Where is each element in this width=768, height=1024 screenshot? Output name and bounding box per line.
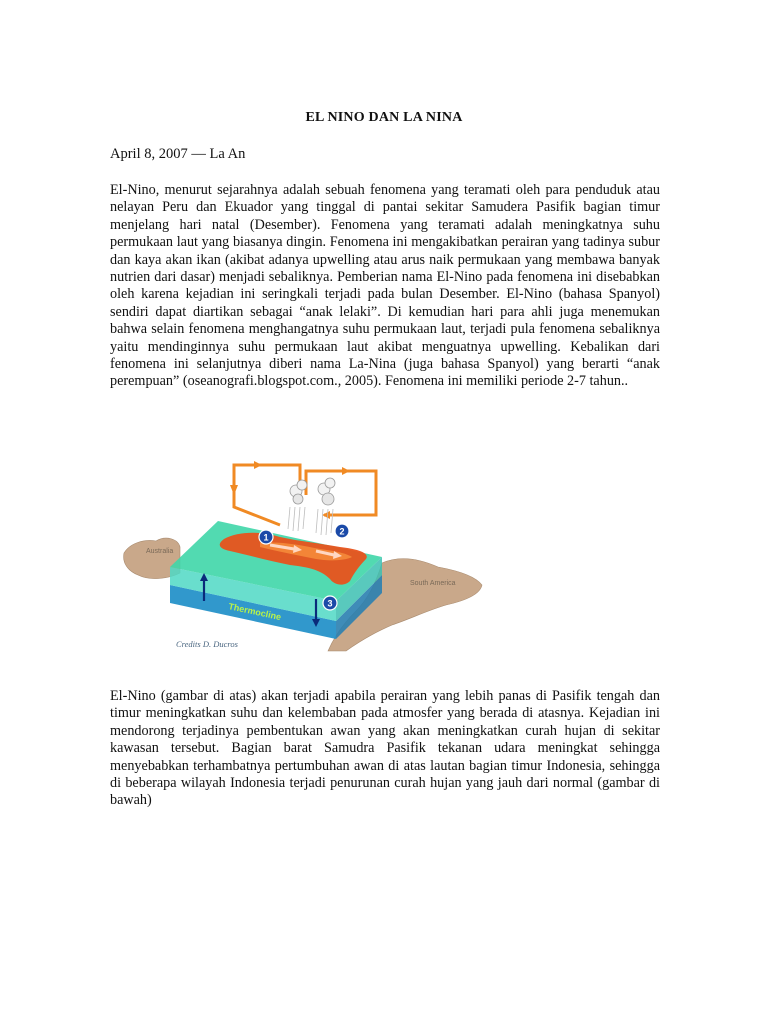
paragraph-el-nino-effects: El-Nino (gambar di atas) akan terjadi apabila perairan yang lebih panas di Pasifik tengah dan timur meningkatkan suhu dan kelembaban pada atmosfer yang berada di atasnya. Kejadian ini mendorong terjadinya pembentukan awan yang akan meningkatkan curah hujan di sekitar kawasan tersebut. Bagian barat Samudra Pasifik tekanan udara meningkat sehingga menyebabkan terhambatnya pertumbuhan awan di atas lautan bagian timur Indonesia, sehingga di beberapa wilayah Indonesia terjadi penurunan curah hujan yang jauh dari normal (gambar di bawah): [110, 688, 660, 809]
paragraph-intro: El-Nino, menurut sejarahnya adalah sebuah fenomena yang teramati oleh para penduduk atau nelayan Peru dan Ekuador yang tinggal di pantai sekitar Samudera Pasifik bagian timur menjelang hari natal (Desember). Fenomena yang teramati adalah meningkatnya suhu permukaan laut yang biasanya dingin. Fenomena ini mengakibatkan perairan yang tadinya subur dan kaya akan ikan (akibat adanya upwelling atau arus naik permukaan yang membawa banyak nutrien dari dasar) menjadi sebaliknya. Pemberian nama El-Nino pada fenomena ini disebabkan oleh karena kejadian ini seringkali terjadi pada bulan Desember. El-Nino (bahasa Spanyol) sendiri dapat diartikan sebagai “anak lelaki”. Di kemudian hari para ahli juga menemukan bahwa selain fenomena menghangatnya suhu permukaan laut, terjadi pula fenomena sebaliknya yaitu mendinginnya suhu permukaan laut akibat menguatnya upwelling. Kebalikan dari fenomena ini selanjutnya diberi nama La-Nina (juga bahasa Spanyol) yang berarti “anak perempuan” (oseanografi.blogspot.com., 2005). Fenomena ini memiliki periode 2-7 tahun..: [110, 182, 660, 390]
label-thermocline: Thermocline: [227, 601, 283, 623]
walker-left-arrowhead-1: [254, 461, 262, 469]
figure-credit: Credits D. Ducros: [176, 639, 238, 649]
walker-left-lower: [234, 491, 280, 525]
svg-text:3: 3: [327, 598, 333, 609]
marker-1: [259, 530, 273, 544]
marker-3: [323, 596, 337, 610]
label-south-america: South America: [410, 580, 456, 587]
label-australia: Australia: [146, 548, 174, 555]
rain-cloud-1: [288, 480, 307, 531]
walker-cell-right: [306, 471, 376, 515]
walker-right-arrowhead-2: [322, 511, 330, 519]
svg-text:2: 2: [339, 526, 345, 537]
svg-text:1: 1: [263, 532, 269, 543]
el-nino-diagram: [120, 455, 490, 655]
marker-2: [335, 524, 349, 538]
document-byline: April 8, 2007 — La An: [110, 146, 246, 162]
document-title: EL NINO DAN LA NINA: [305, 110, 463, 125]
rain-cloud-2: [316, 478, 335, 535]
walker-right-arrowhead-1: [342, 467, 350, 475]
